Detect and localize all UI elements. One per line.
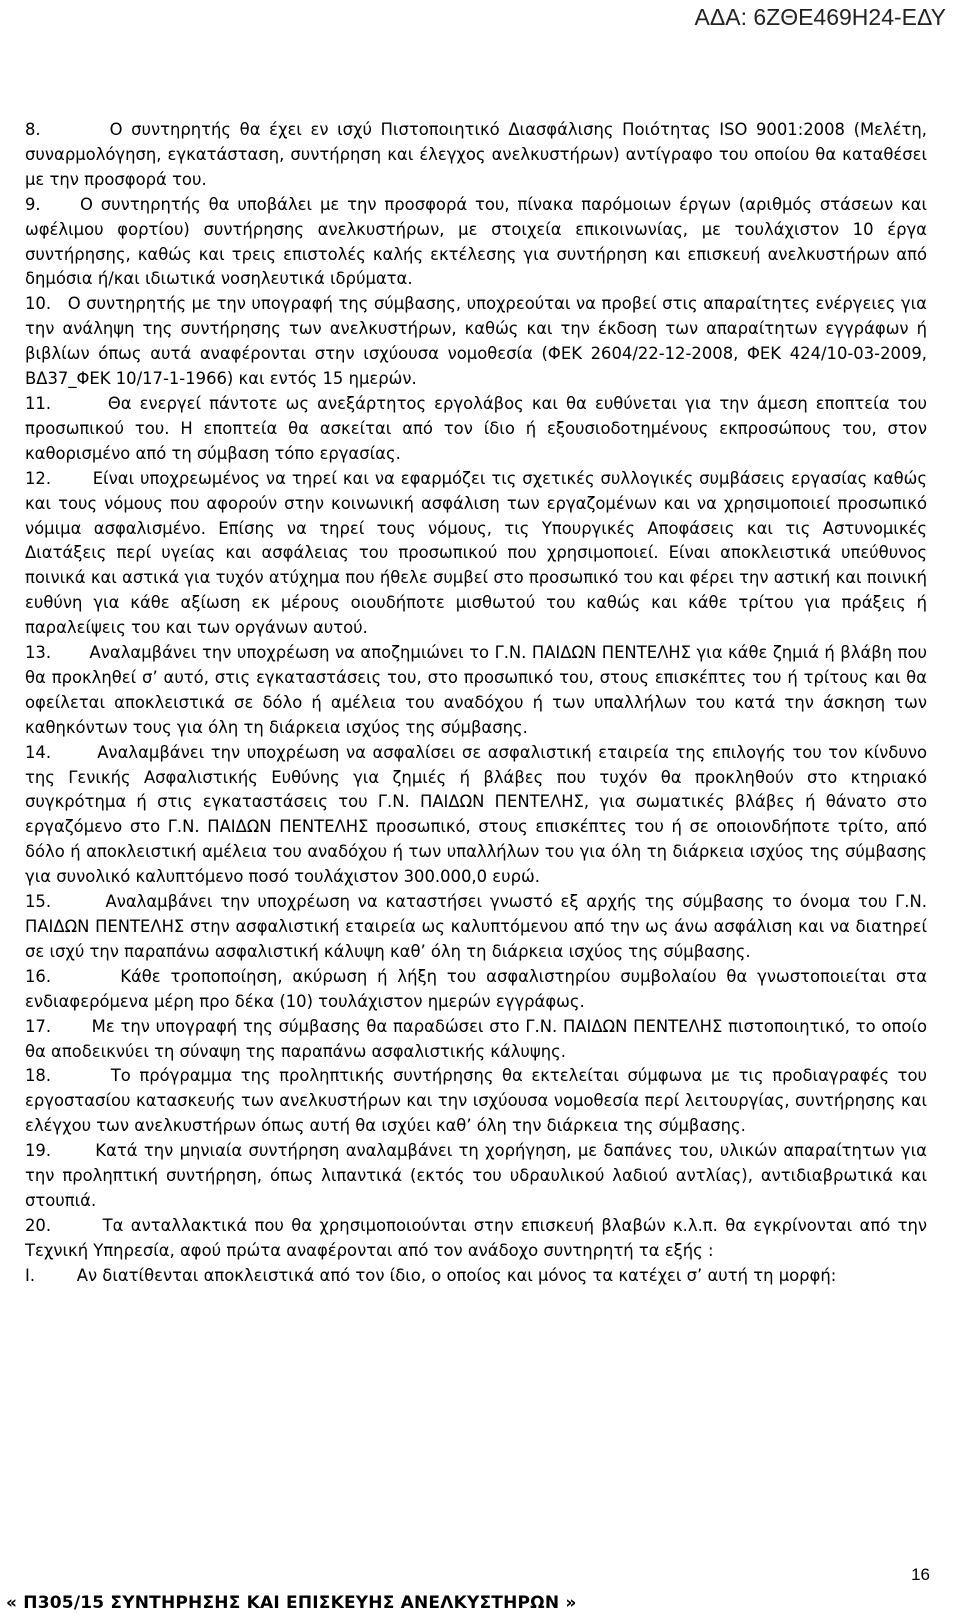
- paragraph-i: Ι. Αν διατίθενται αποκλειστικά από τον ίδιο, ο οποίος και μόνος τα κατέχει σ’ αυτή τη μορφή:: [25, 1265, 837, 1285]
- ada-code: ΑΔΑ: 6ΖΘΕ469Η24-ΕΔΥ: [694, 4, 946, 30]
- paragraph-14: 14. Αναλαμβάνει την υποχρέωση να ασφαλίσει σε ασφαλιστική εταιρεία της επιλογής του τον κίνδυνο της Γενικής Ασφαλιστικής Ευθύνης για ζημιές ή βλάβες που τυχόν θα προκληθούν στο κτηριακό συγκρότημα ή στις εγκαταστάσεις του Γ.Ν. ΠΑΙΔΩΝ ΠΕΝΤΕΛΗΣ, για σωματικές βλάβες ή θάνατο στο εργαζόμενο στο Γ.Ν. ΠΑΙΔΩΝ ΠΕΝΤΕΛΗΣ προσωπικό, στους επισκέπτες του ή σε οποιονδήποτε τρίτο, από δόλο ή αποκλειστική αμέλεια του αναδόχου ή των υπαλλήλων του για όλη τη διάρκεια ισχύος της σύμβασης για συνολικό καλυπτόμενο ποσό τουλάχιστον 300.000,0 ευρώ.: [25, 742, 927, 887]
- paragraph-8: 8. Ο συντηρητής θα έχει εν ισχύ Πιστοποιητικό Διασφάλισης Ποιότητας ISO 9001:2008 (Μελέτη, συναρμολόγηση, εγκατάσταση, συντήρηση και έλεγχος ανελκυστήρων) αντίγραφο του οποίου θα καταθέσει με την προσφορά του.: [25, 120, 927, 189]
- paragraph-17: 17. Με την υπογραφή της σύμβασης θα παραδώσει στο Γ.Ν. ΠΑΙΔΩΝ ΠΕΝΤΕΛΗΣ πιστοποιητικό, το οποίο θα αποδεικνύει τη σύναψη της παραπάνω ασφαλιστικής κάλυψης.: [25, 1016, 927, 1061]
- paragraph-15: 15. Αναλαμβάνει την υποχρέωση να καταστήσει γνωστό εξ αρχής της σύμβασης το όνομα του Γ.Ν. ΠΑΙΔΩΝ ΠΕΝΤΕΛΗΣ στην ασφαλιστική εταιρεία ως καλυπτόμενου από την ως άνω ασφάλιση και να διατηρεί σε ισχύ την παραπάνω ασφαλιστική κάλυψη καθ’ όλη τη διάρκεια ισχύος της σύμβασης.: [25, 892, 927, 961]
- paragraph-13: 13. Αναλαμβάνει την υποχρέωση να αποζημιώνει το Γ.Ν. ΠΑΙΔΩΝ ΠΕΝΤΕΛΗΣ για κάθε ζημιά ή βλάβη που θα προκληθεί σ’ αυτό, στις εγκαταστάσεις του, στο προσωπικό του, στους επισκέπτες του ή τρίτους και θα οφείλεται αποκλειστικά σε δόλο ή αμέλεια του αναδόχου ή των υπαλλήλων του κατά την άσκηση των καθηκόντων τους για όλη τη διάρκεια ισχύος της σύμβασης.: [25, 643, 927, 737]
- paragraph-12: 12. Είναι υποχρεωμένος να τηρεί και να εφαρμόζει τις σχετικές συλλογικές συμβάσεις εργασίας καθώς και τους νόμους που αφορούν στην κοινωνική ασφάλιση των εργαζομένων και να χρησιμοποιεί προσωπικό νόμιμα ασφαλισμένο. Επίσης να τηρεί τους νόμους, τις Υπουργικές Αποφάσεις και τις Αστυνομικές Διατάξεις περί υγείας και ασφάλειας του προσωπικού που χρησιμοποιεί. Είναι αποκλειστικά υπεύθυνος ποινικά και αστικά για τυχόν ατύχημα που ήθελε συμβεί στο προσωπικό του και φέρει την αστική και ποινική ευθύνη για κάθε αξίωση εκ μέρους οιουδήποτε μισθωτού του καθώς και κάθε τρίτου για πράξεις ή παραλείψεις του και των οργάνων αυτού.: [25, 468, 927, 638]
- paragraph-10: 10. Ο συντηρητής με την υπογραφή της σύμβασης, υποχρεούται να προβεί στις απαραίτητες ενέργειες για την ανάληψη της συντήρησης των ανελκυστήρων, καθώς και την έκδοση των απαραίτητων εγγράφων ή βιβλίων όπως αυτά αναφέρονται στην ισχύουσα νομοθεσία (ΦΕΚ 2604/22-12-2008, ΦΕΚ 424/10-03-2009, ΒΔ37_ΦΕΚ 10/17-1-1966) και εντός 15 ημερών.: [25, 294, 927, 389]
- paragraph-20: 20. Τα ανταλλακτικά που θα χρησιμοποιούνται στην επισκευή βλαβών κ.λ.π. θα εγκρίνονται από την Τεχνική Υπηρεσία, αφού πρώτα αναφέρονται από τον ανάδοχο συντηρητή τα εξής :: [25, 1215, 927, 1260]
- paragraph-11: 11. Θα ενεργεί πάντοτε ως ανεξάρτητος εργολάβος και θα ευθύνεται για την άμεση εποπτεία του προσωπικού του. Η εποπτεία θα ασκείται από τον ίδιο ή εξουσιοδοτημένους εκπροσώπους του, στον καθορισμένο από τη σύμβαση τόπο εργασίας.: [25, 393, 927, 463]
- paragraph-18: 18. Το πρόγραμμα της προληπτικής συντήρησης θα εκτελείται σύμφωνα με τις προδιαγραφές του εργοστασίου κατασκευής των ανελκυστήρων και την ισχύουσα νομοθεσία περί λειτουργίας, συντήρησης και ελέγχου των ανελκυστήρων όπως αυτή θα ισχύει καθ’ όλη την διάρκεια της σύμβασης.: [25, 1066, 927, 1136]
- document-body: [25, 118, 927, 1289]
- page-number: 16: [911, 1565, 930, 1584]
- paragraph-19: 19. Κατά την μηνιαία συντήρηση αναλαμβάνει τη χορήγηση, με δαπάνες του, υλικών απαραίτητων για την προληπτική συντήρηση, όπως λιπαντικά (εκτός του υδραυλικού λαδιού αντλίας), αντιδιαβρωτικά και στουπιά.: [25, 1141, 927, 1210]
- footer-title: « Π305/15 ΣΥΝΤΗΡΗΣΗΣ ΚΑΙ ΕΠΙΣΚΕΥΗΣ ΑΝΕΛΚΥΣΤΗΡΩΝ »: [6, 1593, 577, 1613]
- paragraph-16: 16. Κάθε τροποποίηση, ακύρωση ή λήξη του ασφαλιστηρίου συμβολαίου θα γνωστοποιείται στα ενδιαφερόμενα μέρη προ δέκα (10) τουλάχιστον ημερών εγγράφως.: [25, 966, 927, 1011]
- paragraph-9: 9. Ο συντηρητής θα υποβάλει με την προσφορά του, πίνακα παρόμοιων έργων (αριθμός στάσεων και ωφέλιμου φορτίου) συντήρησης ανελκυστήρων, με στοιχεία επικοινωνίας, με τουλάχιστον 10 έργα συντήρησης, καθώς και τρεις επιστολές καλής εκτέλεσης για συντήρηση και επισκευή ανελκυστήρων από δημόσια ή/και ιδιωτικά νοσηλευτικά ιδρύματα.: [25, 194, 927, 289]
